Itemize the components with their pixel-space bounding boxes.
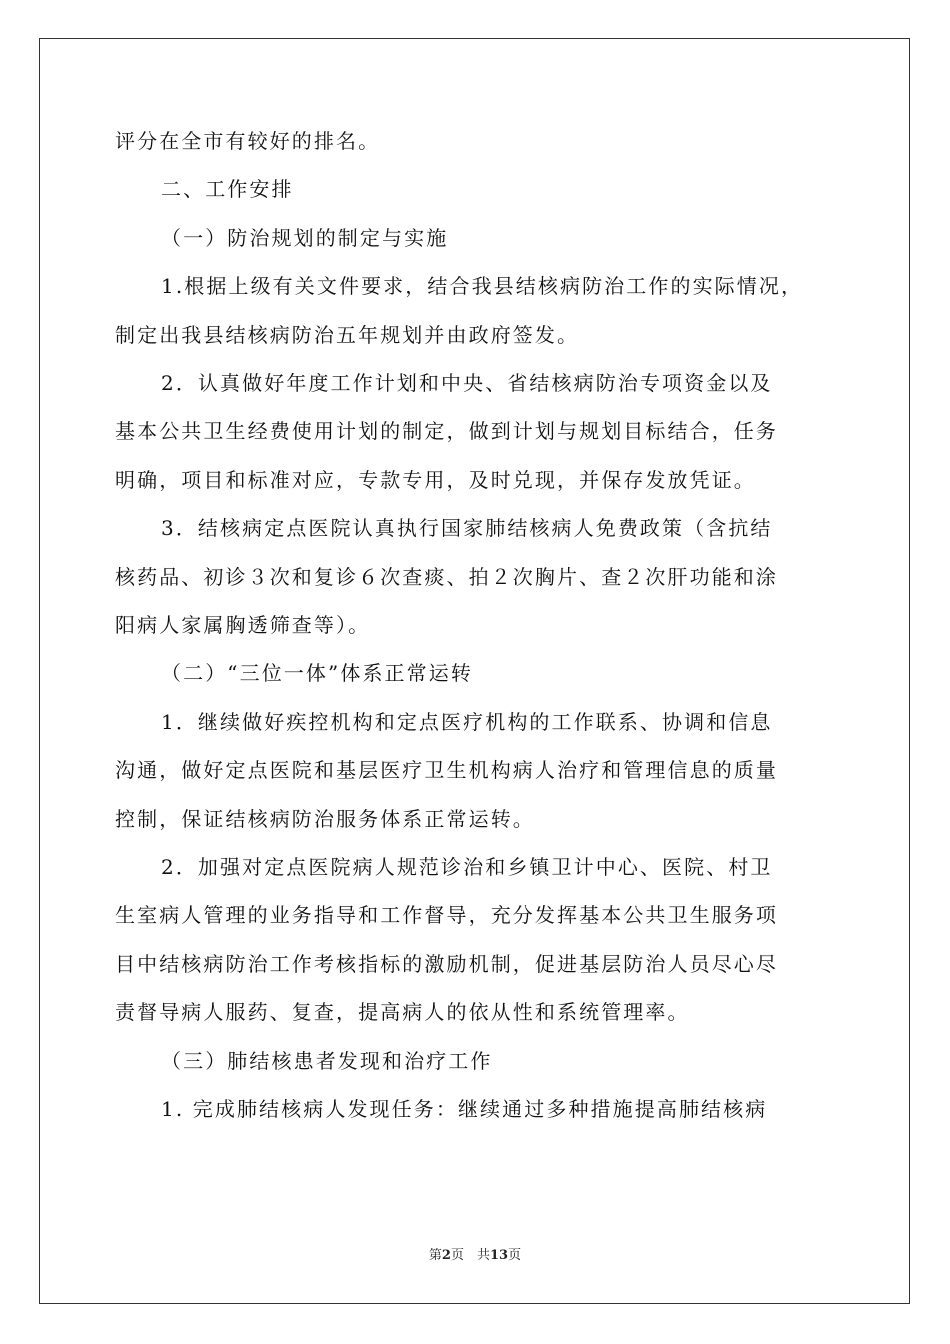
text-line: 基本公共卫生经费使用计划的制定，做到计划与规划目标结合，任务 xyxy=(115,419,778,444)
text-line: 生室病人管理的业务指导和工作督导，充分发挥基本公共卫生服务项 xyxy=(115,903,778,928)
text-line: （二）“三位一体”体系正常运转 xyxy=(161,661,473,686)
text-line: 控制，保证结核病防治服务体系正常运转。 xyxy=(115,806,535,831)
text-line: 责督导病人服药、复查，提高病人的依从性和系统管理率。 xyxy=(115,1000,690,1025)
text-line: 1. 完成肺结核病人发现任务：继续通过多种措施提高肺结核病 xyxy=(161,1097,768,1121)
footer-prefix: 第 xyxy=(428,1248,442,1263)
footer-total-pages: 13 xyxy=(489,1248,509,1263)
text-line: 1．继续做好疾控机构和定点医疗机构的工作联系、协调和信息 xyxy=(161,709,773,734)
text-line: 2．加强对定点医院病人规范诊治和乡镇卫计中心、医院、村卫 xyxy=(161,855,773,879)
text-line: 3．结核病定点医院认真执行国家肺结核病人免费政策（含抗结 xyxy=(161,516,773,541)
text-line: 2．认真做好年度工作计划和中央、省结核病防治专项资金以及 xyxy=(161,371,773,395)
text-line: 核药品、初诊３次和复诊６次查痰、拍２次胸片、查２次肝功能和涂 xyxy=(115,564,778,589)
text-line: 沟通，做好定点医院和基层医疗卫生机构病人治疗和管理信息的质量 xyxy=(115,758,778,783)
text-line: 目中结核病防治工作考核指标的激励机制，促进基层防治人员尽心尽 xyxy=(115,951,778,976)
text-line: （一）防治规划的制定与实施 xyxy=(161,225,449,250)
text-line: 评分在全市有较好的排名。 xyxy=(115,129,381,153)
footer-middle: 页 共 xyxy=(450,1248,490,1263)
page-footer xyxy=(0,1247,950,1265)
text-line: 阳病人家属胸透筛查等）。 xyxy=(115,613,371,637)
text-line: 1.根据上级有关文件要求，结合我县结核病防治工作的实际情况， xyxy=(161,274,804,299)
text-line: 二、工作安排 xyxy=(161,177,294,202)
text-line: 明确，项目和标准对应，专款专用，及时兑现，并保存发放凭证。 xyxy=(115,467,756,492)
footer-suffix: 页 xyxy=(508,1248,522,1263)
text-line: 制定出我县结核病防治五年规划并由政府签发。 xyxy=(115,322,580,347)
text-line: （三）肺结核患者发现和治疗工作 xyxy=(161,1048,493,1073)
footer-current-page: 2 xyxy=(441,1248,451,1263)
